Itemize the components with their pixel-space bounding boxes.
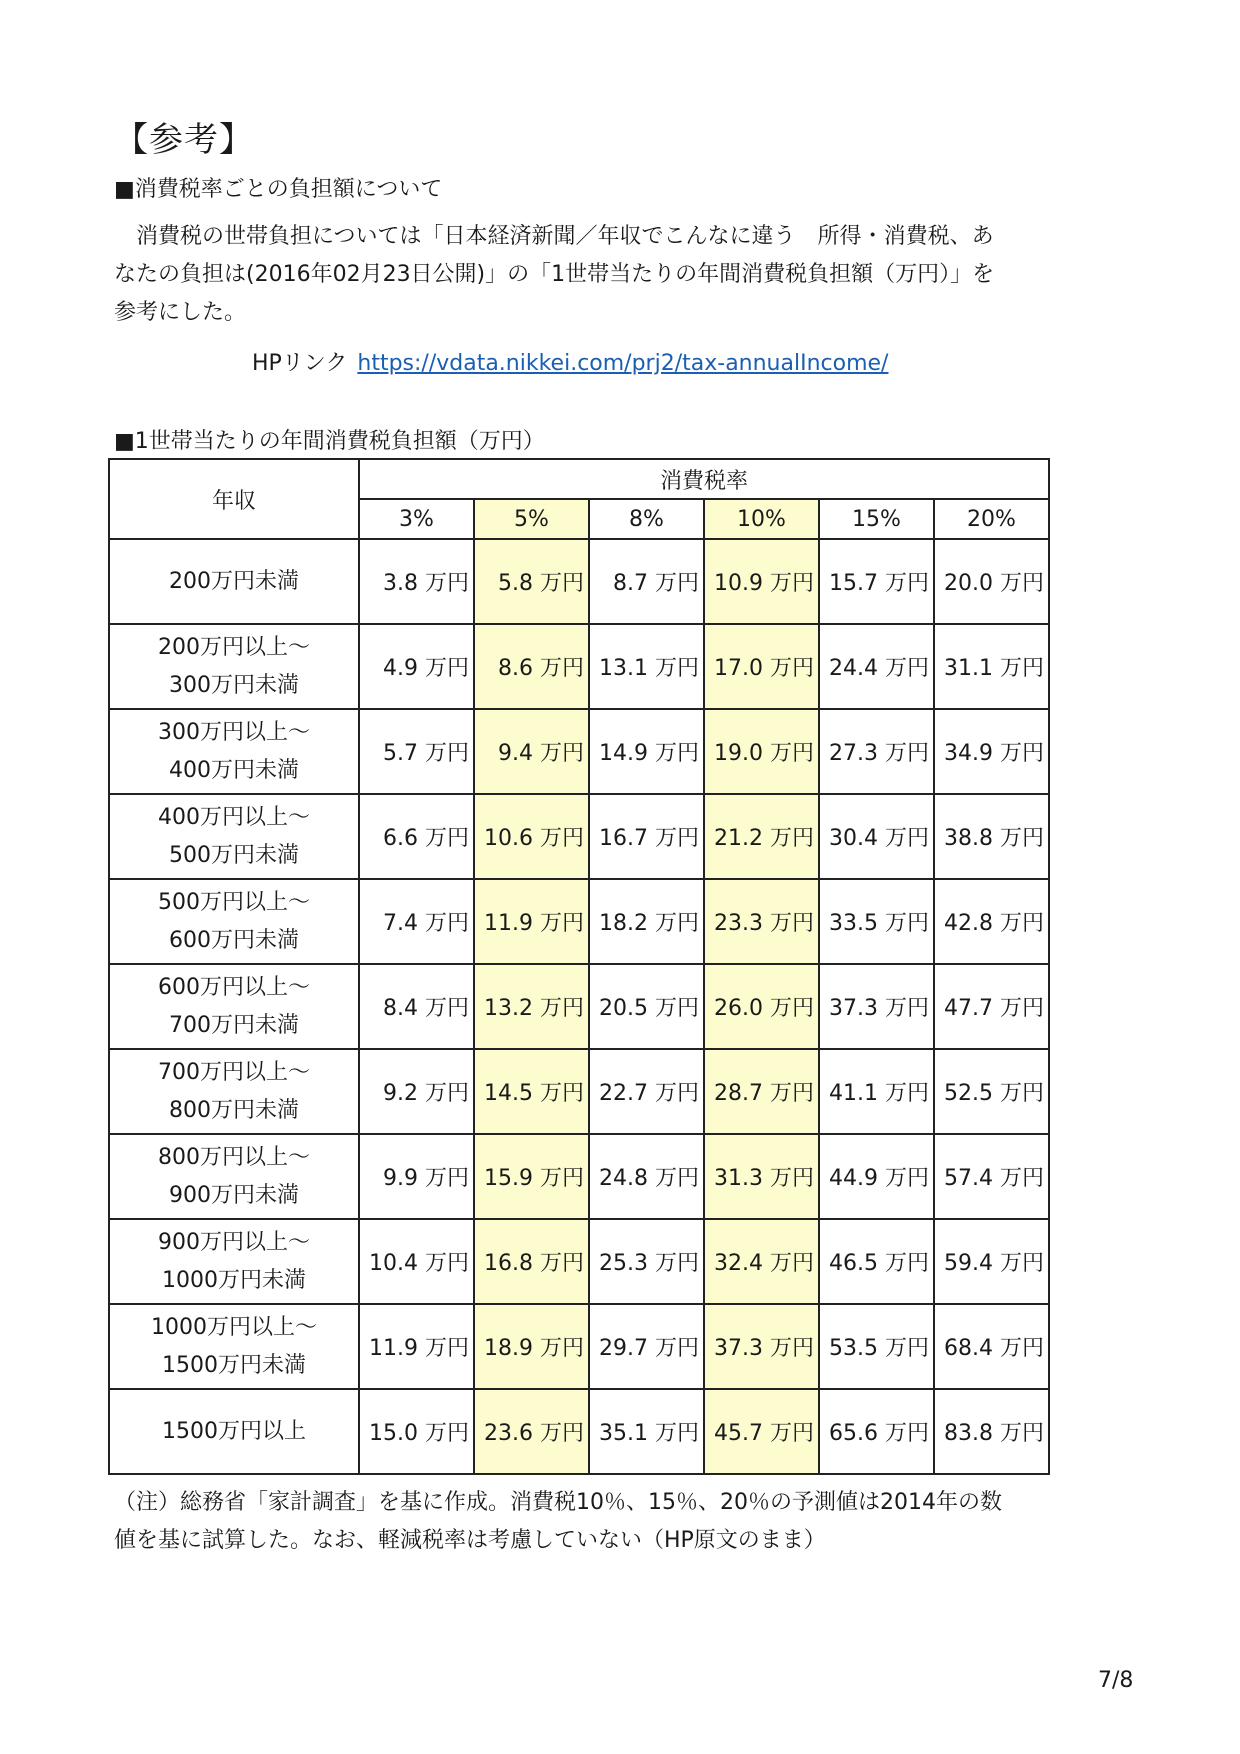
tax-burden-cell: 34.9 万円 (934, 709, 1049, 794)
hp-link-line (252, 346, 888, 377)
table-row (109, 1389, 1049, 1474)
tax-burden-table (108, 458, 1050, 1475)
table-title: ■1世帯当たりの年間消費税負担額（万円） (114, 429, 545, 454)
tax-burden-cell: 25.3 万円 (589, 1219, 704, 1304)
tax-burden-cell: 20.0 万円 (934, 539, 1049, 624)
tax-burden-cell: 57.4 万円 (934, 1134, 1049, 1219)
table-row (109, 539, 1049, 624)
tax-burden-cell: 29.7 万円 (589, 1304, 704, 1389)
table-note (114, 1484, 1044, 1560)
tax-burden-cell: 5.7 万円 (359, 709, 474, 794)
tax-burden-cell: 68.4 万円 (934, 1304, 1049, 1389)
income-bracket-cell (109, 964, 359, 1049)
hp-link[interactable]: https://vdata.nikkei.com/prj2/tax-annualIncome/ (357, 351, 889, 376)
intro-paragraph (114, 218, 1044, 332)
income-header: 年収 (109, 459, 359, 539)
income-bracket-line: 400万円未満 (169, 757, 299, 783)
tax-burden-cell: 10.6 万円 (474, 794, 589, 879)
income-bracket-cell (109, 1219, 359, 1304)
tax-burden-cell: 20.5 万円 (589, 964, 704, 1049)
tax-burden-cell: 18.2 万円 (589, 879, 704, 964)
tax-burden-cell: 9.2 万円 (359, 1049, 474, 1134)
income-bracket-cell (109, 794, 359, 879)
tax-burden-cell: 3.8 万円 (359, 539, 474, 624)
paragraph-line: なたの負担は(2016年02月23日公開)」の「1世帯当たりの年間消費税負担額（万円）」を (114, 262, 995, 287)
paragraph-line: 参考にした。 (114, 300, 247, 325)
page-number: 7/8 (1098, 1668, 1134, 1693)
income-bracket-line: 800万円未満 (169, 1097, 299, 1123)
income-bracket-line: 200万円未満 (169, 568, 299, 594)
income-bracket-line: 300万円未満 (169, 672, 299, 698)
income-bracket-cell (109, 539, 359, 624)
tax-burden-cell: 38.8 万円 (934, 794, 1049, 879)
tax-burden-cell: 21.2 万円 (704, 794, 819, 879)
table-row (109, 709, 1049, 794)
income-bracket-line: 300万円以上～ (158, 719, 310, 745)
income-bracket-line: 500万円未満 (169, 842, 299, 868)
tax-burden-cell: 8.4 万円 (359, 964, 474, 1049)
tax-burden-cell: 7.4 万円 (359, 879, 474, 964)
income-bracket-cell (109, 1134, 359, 1219)
tax-rate-header: 3% (359, 499, 474, 539)
income-bracket-cell (109, 879, 359, 964)
tax-burden-cell: 4.9 万円 (359, 624, 474, 709)
tax-burden-cell: 15.0 万円 (359, 1389, 474, 1474)
tax-burden-cell: 11.9 万円 (359, 1304, 474, 1389)
tax-burden-cell: 14.9 万円 (589, 709, 704, 794)
income-bracket-line: 200万円以上～ (158, 634, 310, 660)
income-bracket-line: 900万円未満 (169, 1182, 299, 1208)
tax-burden-cell: 33.5 万円 (819, 879, 934, 964)
tax-burden-cell: 31.1 万円 (934, 624, 1049, 709)
tax-burden-cell: 16.7 万円 (589, 794, 704, 879)
section-subheading: ■消費税率ごとの負担額について (114, 177, 443, 202)
tax-burden-cell: 83.8 万円 (934, 1389, 1049, 1474)
income-bracket-line: 600万円以上～ (158, 974, 310, 1000)
tax-rate-header: 15% (819, 499, 934, 539)
tax-burden-cell: 37.3 万円 (819, 964, 934, 1049)
tax-burden-cell: 31.3 万円 (704, 1134, 819, 1219)
table-row (109, 1219, 1049, 1304)
table-row (109, 964, 1049, 1049)
table-row (109, 794, 1049, 879)
tax-burden-cell: 28.7 万円 (704, 1049, 819, 1134)
income-bracket-line: 1000万円以上～ (151, 1314, 317, 1340)
income-bracket-cell (109, 1049, 359, 1134)
hp-link-label: HPリンク (252, 351, 348, 376)
income-bracket-line: 500万円以上～ (158, 889, 310, 915)
tax-burden-cell: 17.0 万円 (704, 624, 819, 709)
tax-burden-cell: 53.5 万円 (819, 1304, 934, 1389)
tax-burden-cell: 23.6 万円 (474, 1389, 589, 1474)
tax-burden-cell: 41.1 万円 (819, 1049, 934, 1134)
table-row (109, 1134, 1049, 1219)
tax-burden-cell: 42.8 万円 (934, 879, 1049, 964)
income-bracket-line: 900万円以上～ (158, 1229, 310, 1255)
tax-burden-cell: 11.9 万円 (474, 879, 589, 964)
tax-rate-header: 10% (704, 499, 819, 539)
tax-burden-cell: 15.7 万円 (819, 539, 934, 624)
income-bracket-line: 800万円以上～ (158, 1144, 310, 1170)
tax-rate-header: 8% (589, 499, 704, 539)
income-bracket-line: 1500万円未満 (162, 1352, 306, 1378)
page-heading: 【参考】 (114, 120, 254, 160)
tax-burden-cell: 15.9 万円 (474, 1134, 589, 1219)
income-bracket-line: 700万円未満 (169, 1012, 299, 1038)
tax-burden-cell: 45.7 万円 (704, 1389, 819, 1474)
tax-burden-cell: 8.7 万円 (589, 539, 704, 624)
table-row (109, 1304, 1049, 1389)
tax-burden-cell: 10.4 万円 (359, 1219, 474, 1304)
tax-burden-cell: 13.2 万円 (474, 964, 589, 1049)
income-bracket-cell (109, 1304, 359, 1389)
tax-burden-cell: 10.9 万円 (704, 539, 819, 624)
tax-burden-cell: 52.5 万円 (934, 1049, 1049, 1134)
tax-burden-cell: 14.5 万円 (474, 1049, 589, 1134)
table-row (109, 1049, 1049, 1134)
tax-burden-cell: 9.9 万円 (359, 1134, 474, 1219)
income-bracket-line: 1000万円未満 (162, 1267, 306, 1293)
tax-burden-cell: 27.3 万円 (819, 709, 934, 794)
table-row (109, 624, 1049, 709)
tax-burden-cell: 24.8 万円 (589, 1134, 704, 1219)
table-row (109, 879, 1049, 964)
tax-burden-cell: 5.8 万円 (474, 539, 589, 624)
note-line: （注）総務省「家計調査」を基に作成。消費税10％、15％、20％の予測値は2014年の数 (114, 1490, 1002, 1515)
tax-burden-cell: 26.0 万円 (704, 964, 819, 1049)
income-bracket-line: 600万円未満 (169, 927, 299, 953)
tax-burden-cell: 65.6 万円 (819, 1389, 934, 1474)
tax-burden-cell: 30.4 万円 (819, 794, 934, 879)
note-line: 値を基に試算した。なお、軽減税率は考慮していない（HP原文のまま） (114, 1528, 826, 1553)
tax-burden-cell: 16.8 万円 (474, 1219, 589, 1304)
tax-burden-cell: 6.6 万円 (359, 794, 474, 879)
tax-burden-cell: 22.7 万円 (589, 1049, 704, 1134)
tax-burden-cell: 47.7 万円 (934, 964, 1049, 1049)
income-bracket-cell (109, 624, 359, 709)
tax-burden-cell: 9.4 万円 (474, 709, 589, 794)
tax-burden-cell: 37.3 万円 (704, 1304, 819, 1389)
tax-rate-header: 5% (474, 499, 589, 539)
income-bracket-line: 400万円以上～ (158, 804, 310, 830)
tax-burden-cell: 35.1 万円 (589, 1389, 704, 1474)
tax-burden-cell: 18.9 万円 (474, 1304, 589, 1389)
tax-burden-cell: 32.4 万円 (704, 1219, 819, 1304)
income-bracket-cell (109, 1389, 359, 1474)
paragraph-line: 消費税の世帯負担については「日本経済新聞／年収でこんなに違う 所得・消費税、あ (114, 224, 994, 249)
tax-burden-cell: 23.3 万円 (704, 879, 819, 964)
income-bracket-line: 1500万円以上 (162, 1418, 306, 1444)
tax-burden-cell: 19.0 万円 (704, 709, 819, 794)
tax-burden-cell: 13.1 万円 (589, 624, 704, 709)
tax-burden-cell: 59.4 万円 (934, 1219, 1049, 1304)
tax-burden-cell: 24.4 万円 (819, 624, 934, 709)
tax-burden-cell: 46.5 万円 (819, 1219, 934, 1304)
income-bracket-line: 700万円以上～ (158, 1059, 310, 1085)
tax-rate-header: 20% (934, 499, 1049, 539)
tax-burden-cell: 8.6 万円 (474, 624, 589, 709)
tax-burden-cell: 44.9 万円 (819, 1134, 934, 1219)
tax-rate-group-header: 消費税率 (359, 459, 1049, 499)
income-bracket-cell (109, 709, 359, 794)
